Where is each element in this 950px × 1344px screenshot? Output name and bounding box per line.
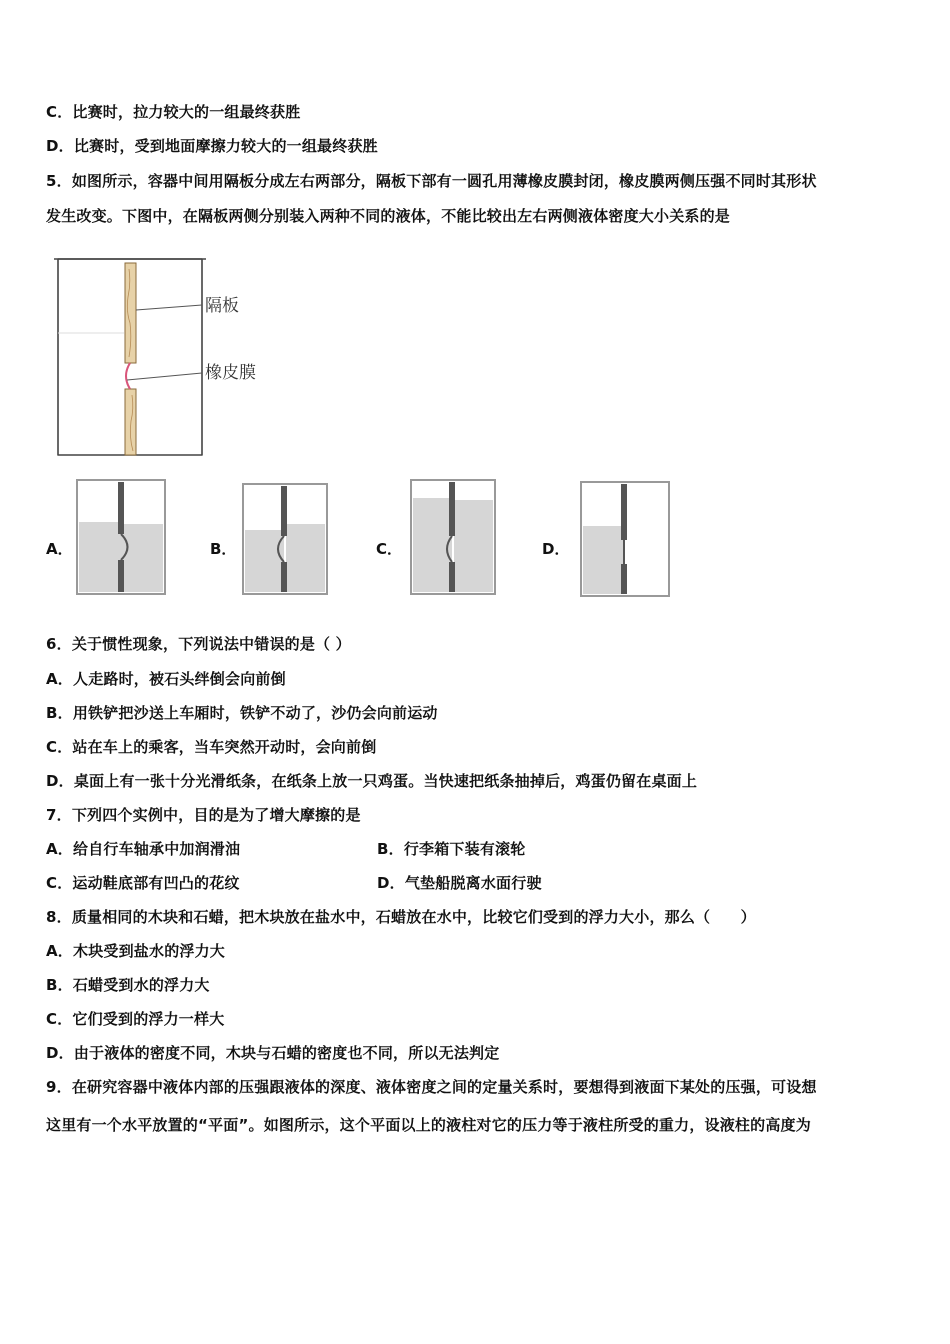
q5-option-a-label: A． <box>46 540 73 558</box>
q6-option-b: B．用铁铲把沙送上车厢时，铁铲不动了，沙仍会向前运动 <box>46 704 438 722</box>
q8-stem: 8．质量相同的木块和石蜡，把木块放在盐水中，石蜡放在水中，比较它们受到的浮力大小，那么（ ） <box>46 908 756 926</box>
q9-stem-line1: 9．在研究容器中液体内部的压强跟液体的深度、液体密度之间的定量关系时，要想得到液面下某处的压强，可设想 <box>46 1078 817 1096</box>
q5-option-b-figure <box>240 480 330 598</box>
q5-option-a-figure <box>74 476 168 598</box>
q5-option-c-label: C． <box>376 540 403 558</box>
q5-option-d-label: D． <box>542 540 570 558</box>
q7-stem: 7．下列四个实例中，目的是为了增大摩擦的是 <box>46 806 361 824</box>
q5-stem-line1: 5．如图所示，容器中间用隔板分成左右两部分，隔板下部有一圆孔用薄橡皮膜封闭，橡皮膜两侧压强不同时其形状 <box>46 172 817 190</box>
q7-option-a: A．给自行车轴承中加润滑油 <box>46 840 241 858</box>
label-membrane: 橡皮膜 <box>205 363 256 382</box>
q6-option-a: A．人走路时，被石头绊倒会向前倒 <box>46 670 286 688</box>
q4-option-d: D．比赛时，受到地面摩擦力较大的一组最终获胜 <box>46 137 378 155</box>
q6-option-c: C．站在车上的乘客，当车突然开动时，会向前倒 <box>46 738 377 756</box>
q8-option-c: C．它们受到的浮力一样大 <box>46 1010 225 1028</box>
q7-option-b: B．行李箱下装有滚轮 <box>377 840 526 858</box>
label-partition: 隔板 <box>205 296 239 315</box>
q7-option-d: D．气垫船脱离水面行驶 <box>377 874 542 892</box>
q7-option-c: C．运动鞋底部有凹凸的花纹 <box>46 874 240 892</box>
q8-option-b: B．石蜡受到水的浮力大 <box>46 976 210 994</box>
q8-option-d: D．由于液体的密度不同，木块与石蜡的密度也不同，所以无法判定 <box>46 1044 500 1062</box>
q5-container-figure <box>52 255 282 460</box>
q5-stem-line2: 发生改变。下图中，在隔板两侧分别装入两种不同的液体，不能比较出左右两侧液体密度大小关系的是 <box>46 207 731 225</box>
q5-option-b-label: B． <box>210 540 237 558</box>
q4-option-c: C．比赛时，拉力较大的一组最终获胜 <box>46 103 301 121</box>
q5-option-c-figure <box>408 476 498 598</box>
q6-stem: 6．关于惯性现象，下列说法中错误的是（ ） <box>46 635 351 653</box>
q8-option-a: A．木块受到盐水的浮力大 <box>46 942 226 960</box>
q6-option-d: D．桌面上有一张十分光滑纸条，在纸条上放一只鸡蛋。当快速把纸条抽掉后，鸡蛋仍留在桌面上 <box>46 772 698 790</box>
q5-option-d-figure <box>578 478 672 600</box>
q9-stem-line2: 这里有一个水平放置的“平面”。如图所示，这个平面以上的液柱对它的压力等于液柱所受的重力，设液柱的高度为 <box>46 1116 811 1134</box>
